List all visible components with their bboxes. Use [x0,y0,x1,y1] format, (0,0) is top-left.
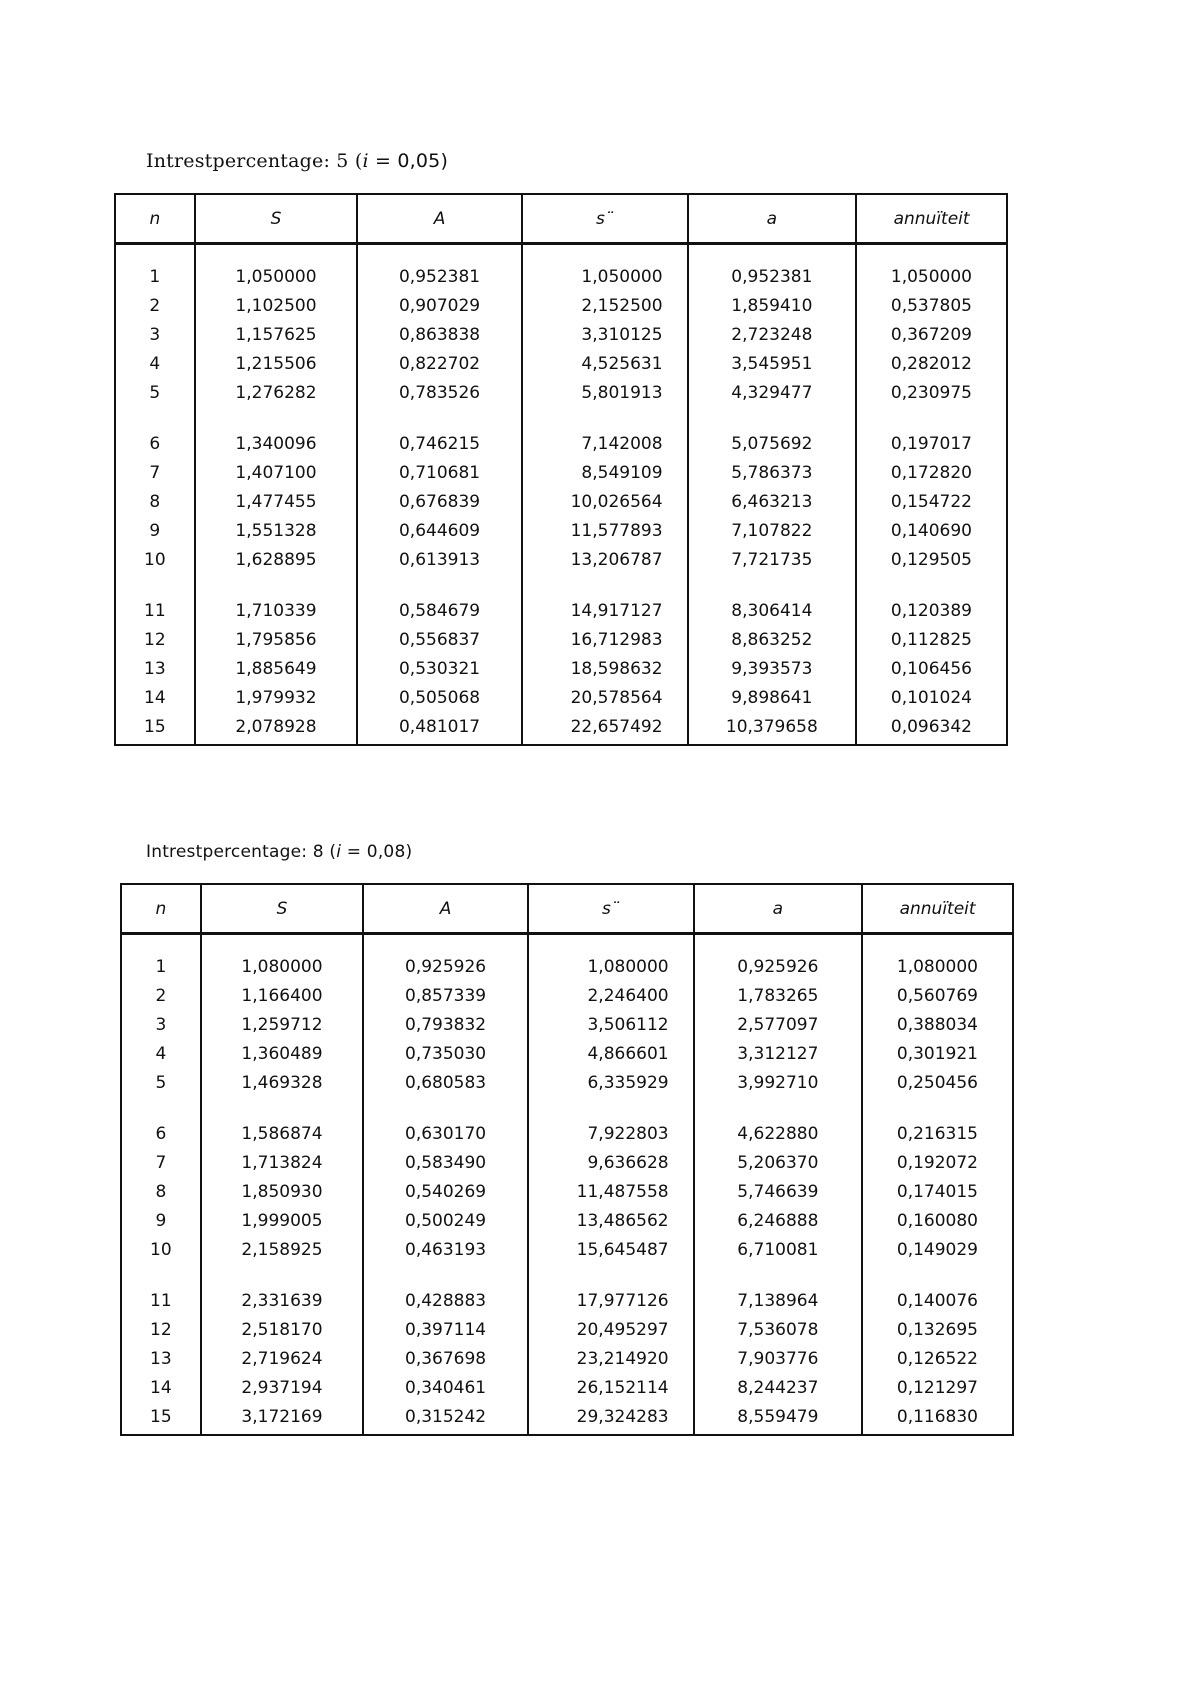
table-cell-ann: 0,096342 [856,713,1007,745]
table-cell-A: 0,367698 [363,1345,528,1374]
table-row [121,1069,1013,1098]
table-cell-s: 17,977126 [528,1265,694,1316]
table-cell-n: 12 [115,626,195,655]
table-row [115,321,1007,350]
table-cell-S: 3,172169 [201,1403,364,1435]
table-cell-ann: 0,560769 [862,982,1013,1011]
caption-suffix: = 0,08) [341,842,413,862]
table-cell-ann: 0,129505 [856,546,1007,575]
table-cell-n: 4 [121,1040,201,1069]
table-row [115,575,1007,626]
table-row [121,1345,1013,1374]
table-cell-s: 20,578564 [522,684,688,713]
table-cell-S: 1,102500 [195,292,358,321]
table-cell-n: 5 [115,379,195,408]
column-header-s: s¨ [528,884,694,934]
table-cell-n: 8 [121,1178,201,1207]
table-cell-a: 7,107822 [688,517,857,546]
table-cell-n: 3 [115,321,195,350]
table-cell-s: 4,866601 [528,1040,694,1069]
table-row [115,626,1007,655]
table-cell-a: 2,723248 [688,321,857,350]
table-cell-S: 1,215506 [195,350,358,379]
table-cell-ann: 0,172820 [856,459,1007,488]
table-cell-a: 5,786373 [688,459,857,488]
table-cell-A: 0,583490 [363,1149,528,1178]
table-row [121,1178,1013,1207]
table-cell-ann: 0,282012 [856,350,1007,379]
table-cell-s: 6,335929 [528,1069,694,1098]
table-cell-A: 0,584679 [357,575,522,626]
table-cell-a: 6,246888 [694,1207,863,1236]
table-cell-S: 1,885649 [195,655,358,684]
table-cell-a: 5,746639 [694,1178,863,1207]
table-cell-S: 1,999005 [201,1207,364,1236]
table-cell-ann: 0,367209 [856,321,1007,350]
table-cell-n: 15 [115,713,195,745]
table-cell-A: 0,863838 [357,321,522,350]
table-cell-n: 7 [115,459,195,488]
table-cell-ann: 0,116830 [862,1403,1013,1435]
table-row [121,1374,1013,1403]
table-row [115,655,1007,684]
table-cell-ann: 0,121297 [862,1374,1013,1403]
table-cell-S: 2,078928 [195,713,358,745]
table-cell-a: 6,463213 [688,488,857,517]
table-cell-a: 5,075692 [688,408,857,459]
table-cell-S: 2,937194 [201,1374,364,1403]
table-cell-a: 3,992710 [694,1069,863,1098]
column-header-s: s¨ [522,194,688,244]
table-cell-s: 23,214920 [528,1345,694,1374]
table-cell-s: 10,026564 [522,488,688,517]
table-cell-S: 1,477455 [195,488,358,517]
table-cell-S: 1,713824 [201,1149,364,1178]
table-cell-s: 11,577893 [522,517,688,546]
table-cell-n: 13 [115,655,195,684]
table-cell-A: 0,822702 [357,350,522,379]
table-cell-ann: 0,174015 [862,1178,1013,1207]
table-cell-A: 0,644609 [357,517,522,546]
table-cell-A: 0,630170 [363,1098,528,1149]
table-cell-S: 1,795856 [195,626,358,655]
table-cell-a: 5,206370 [694,1149,863,1178]
table-cell-n: 1 [121,934,201,983]
table-row [115,244,1007,293]
table-cell-S: 2,518170 [201,1316,364,1345]
table-body [115,244,1007,746]
table-cell-S: 1,586874 [201,1098,364,1149]
table-cell-S: 1,259712 [201,1011,364,1040]
table-cell-S: 1,551328 [195,517,358,546]
column-header-n: n [115,194,195,244]
table-cell-a: 7,138964 [694,1265,863,1316]
table-cell-a: 6,710081 [694,1236,863,1265]
table-cell-A: 0,710681 [357,459,522,488]
table-row [121,1403,1013,1435]
table-cell-a: 10,379658 [688,713,857,745]
table-cell-S: 1,050000 [195,244,358,293]
table-cell-ann: 0,154722 [856,488,1007,517]
table-cell-s: 26,152114 [528,1374,694,1403]
table-cell-a: 7,721735 [688,546,857,575]
table-cell-S: 1,628895 [195,546,358,575]
caption-variable: i [336,842,342,862]
table-cell-a: 9,393573 [688,655,857,684]
table-cell-a: 7,536078 [694,1316,863,1345]
table-cell-A: 0,463193 [363,1236,528,1265]
table-row [115,379,1007,408]
table-row [115,350,1007,379]
table-cell-n: 10 [115,546,195,575]
table-cell-S: 1,166400 [201,982,364,1011]
table-cell-n: 15 [121,1403,201,1435]
table-row [115,488,1007,517]
table-cell-A: 0,783526 [357,379,522,408]
table-cell-ann: 0,192072 [862,1149,1013,1178]
table-cell-a: 1,783265 [694,982,863,1011]
table-cell-A: 0,500249 [363,1207,528,1236]
table-cell-a: 8,559479 [694,1403,863,1435]
table-cell-A: 0,746215 [357,408,522,459]
table-row [115,517,1007,546]
table-row [121,1098,1013,1149]
table-cell-n: 5 [121,1069,201,1098]
table-cell-s: 15,645487 [528,1236,694,1265]
table-cell-ann: 0,197017 [856,408,1007,459]
table-cell-n: 2 [115,292,195,321]
table-cell-s: 11,487558 [528,1178,694,1207]
table-cell-s: 2,246400 [528,982,694,1011]
table-row [115,408,1007,459]
table-cell-ann: 0,230975 [856,379,1007,408]
table-cell-S: 2,158925 [201,1236,364,1265]
table-cell-a: 1,859410 [688,292,857,321]
column-header-a: a [694,884,863,934]
table-cell-s: 1,080000 [528,934,694,983]
table-row [121,1265,1013,1316]
table-cell-n: 6 [115,408,195,459]
table-cell-S: 2,331639 [201,1265,364,1316]
table-row [115,546,1007,575]
caption-suffix: = 0,05) [368,150,449,172]
table-cell-S: 2,719624 [201,1345,364,1374]
table-cell-S: 1,979932 [195,684,358,713]
table-cell-A: 0,428883 [363,1265,528,1316]
table-cell-s: 14,917127 [522,575,688,626]
table-cell-a: 8,244237 [694,1374,863,1403]
table-row [121,982,1013,1011]
table-cell-s: 1,050000 [522,244,688,293]
table-body [121,934,1013,1436]
table-cell-S: 1,469328 [201,1069,364,1098]
table-cell-s: 2,152500 [522,292,688,321]
table-cell-A: 0,857339 [363,982,528,1011]
table-row [115,684,1007,713]
table-cell-S: 1,276282 [195,379,358,408]
table-cell-A: 0,793832 [363,1011,528,1040]
table-cell-a: 0,925926 [694,934,863,983]
table-cell-s: 13,486562 [528,1207,694,1236]
table-cell-a: 9,898641 [688,684,857,713]
table-header-row [115,194,1007,244]
table-cell-n: 9 [121,1207,201,1236]
column-header-ann: annuïteit [862,884,1013,934]
table-cell-n: 12 [121,1316,201,1345]
table-cell-A: 0,680583 [363,1069,528,1098]
table-cell-a: 2,577097 [694,1011,863,1040]
interest-table-5pct [114,193,1008,746]
table-cell-n: 11 [121,1265,201,1316]
table-cell-n: 3 [121,1011,201,1040]
table-cell-A: 0,907029 [357,292,522,321]
table-cell-ann: 0,112825 [856,626,1007,655]
interest-table-8pct [120,883,1014,1436]
table-cell-s: 13,206787 [522,546,688,575]
table-cell-A: 0,613913 [357,546,522,575]
table-cell-s: 8,549109 [522,459,688,488]
table-cell-s: 7,922803 [528,1098,694,1149]
table-cell-a: 8,863252 [688,626,857,655]
table-cell-A: 0,530321 [357,655,522,684]
caption-prefix: Intrestpercentage: 5 ( [146,150,363,172]
table-cell-A: 0,505068 [357,684,522,713]
table-cell-S: 1,080000 [201,934,364,983]
table-cell-n: 8 [115,488,195,517]
table-cell-S: 1,360489 [201,1040,364,1069]
table-row [115,459,1007,488]
table-cell-n: 4 [115,350,195,379]
table-cell-S: 1,157625 [195,321,358,350]
table-cell-A: 0,540269 [363,1178,528,1207]
table-cell-s: 22,657492 [522,713,688,745]
table-cell-S: 1,340096 [195,408,358,459]
table-cell-ann: 0,216315 [862,1098,1013,1149]
table-cell-n: 6 [121,1098,201,1149]
table-cell-ann: 1,080000 [862,934,1013,983]
table-cell-ann: 0,388034 [862,1011,1013,1040]
table-row [121,1316,1013,1345]
table-cell-a: 4,622880 [694,1098,863,1149]
table-cell-ann: 1,050000 [856,244,1007,293]
table-cell-s: 7,142008 [522,408,688,459]
table-cell-s: 16,712983 [522,626,688,655]
table-cell-a: 3,312127 [694,1040,863,1069]
table-cell-S: 1,710339 [195,575,358,626]
table-cell-A: 0,481017 [357,713,522,745]
table-row [121,1011,1013,1040]
caption-prefix: Intrestpercentage: 8 ( [146,842,337,862]
table-cell-s: 20,495297 [528,1316,694,1345]
table-cell-A: 0,952381 [357,244,522,293]
column-header-a: a [688,194,857,244]
table-row [121,1040,1013,1069]
table-cell-A: 0,397114 [363,1316,528,1345]
table-cell-ann: 0,250456 [862,1069,1013,1098]
column-header-A: A [363,884,528,934]
column-header-A: A [357,194,522,244]
table-row [121,934,1013,983]
table-cell-s: 9,636628 [528,1149,694,1178]
table-cell-n: 11 [115,575,195,626]
table-cell-s: 3,506112 [528,1011,694,1040]
table-cell-A: 0,925926 [363,934,528,983]
column-header-S: S [195,194,358,244]
table-cell-A: 0,556837 [357,626,522,655]
table-cell-a: 8,306414 [688,575,857,626]
table-cell-A: 0,340461 [363,1374,528,1403]
column-header-ann: annuïteit [856,194,1007,244]
table-cell-a: 3,545951 [688,350,857,379]
table-cell-S: 1,407100 [195,459,358,488]
table-cell-n: 13 [121,1345,201,1374]
table-row [121,1149,1013,1178]
table-cell-n: 14 [115,684,195,713]
table-cell-n: 2 [121,982,201,1011]
table-cell-A: 0,676839 [357,488,522,517]
table-cell-n: 1 [115,244,195,293]
table-caption-8pct [146,842,412,862]
table-row [115,713,1007,745]
table-cell-a: 4,329477 [688,379,857,408]
column-header-n: n [121,884,201,934]
table-cell-a: 7,903776 [694,1345,863,1374]
table-cell-n: 14 [121,1374,201,1403]
table-cell-ann: 0,140076 [862,1265,1013,1316]
table-cell-s: 18,598632 [522,655,688,684]
table-cell-n: 10 [121,1236,201,1265]
table-cell-ann: 0,132695 [862,1316,1013,1345]
table-cell-S: 1,850930 [201,1178,364,1207]
table-cell-ann: 0,140690 [856,517,1007,546]
table-header-row [121,884,1013,934]
table-cell-s: 3,310125 [522,321,688,350]
table-row [121,1236,1013,1265]
table-cell-a: 0,952381 [688,244,857,293]
table-cell-A: 0,735030 [363,1040,528,1069]
table-cell-A: 0,315242 [363,1403,528,1435]
table-cell-n: 7 [121,1149,201,1178]
table-cell-ann: 0,106456 [856,655,1007,684]
table-cell-s: 5,801913 [522,379,688,408]
table-cell-ann: 0,537805 [856,292,1007,321]
table-cell-s: 4,525631 [522,350,688,379]
table-cell-ann: 0,101024 [856,684,1007,713]
table-cell-ann: 0,126522 [862,1345,1013,1374]
table-row [121,1207,1013,1236]
table-cell-ann: 0,301921 [862,1040,1013,1069]
table-row [115,292,1007,321]
table-cell-s: 29,324283 [528,1403,694,1435]
table-cell-n: 9 [115,517,195,546]
caption-variable: i [362,150,369,172]
table-cell-ann: 0,120389 [856,575,1007,626]
column-header-S: S [201,884,364,934]
table-caption-5pct [146,150,448,172]
table-cell-ann: 0,160080 [862,1207,1013,1236]
table-cell-ann: 0,149029 [862,1236,1013,1265]
